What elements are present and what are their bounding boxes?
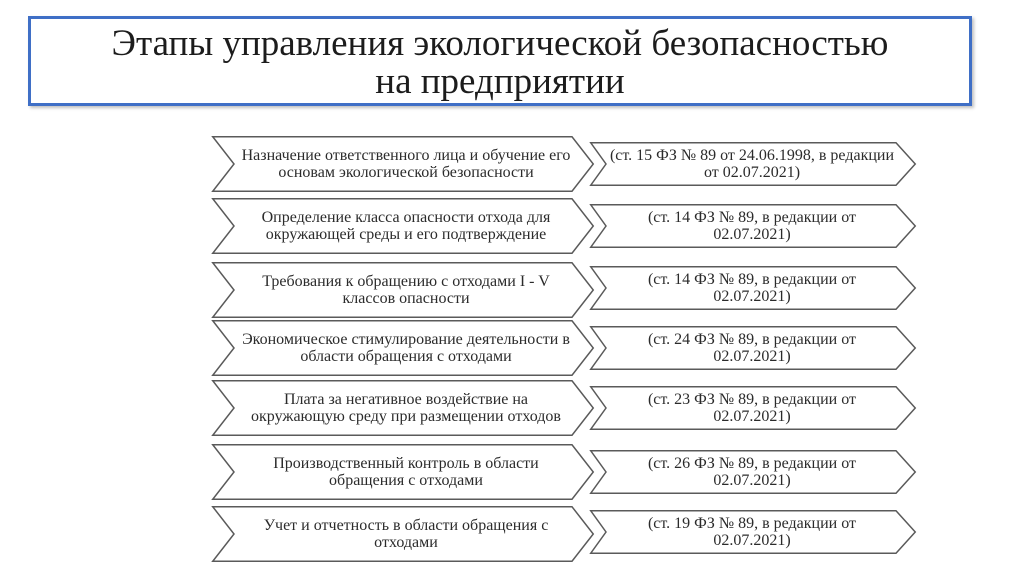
law-reference-chevron: [590, 326, 916, 370]
law-reference-chevron: [590, 142, 916, 186]
law-reference-chevron-text: (ст. 26 ФЗ № 89, в редакции от 02.07.2021): [647, 455, 857, 489]
law-reference-chevron: [590, 204, 916, 248]
law-reference-chevron-text: (ст. 19 ФЗ № 89, в редакции от 02.07.2021): [647, 515, 857, 549]
stage-chevron: [212, 506, 594, 562]
stage-chevron: [212, 380, 594, 436]
stage-chevron-text: Учет и отчетность в области обращения с отходами: [263, 517, 549, 551]
law-reference-chevron-text: (ст. 14 ФЗ № 89, в редакции от 02.07.2021): [647, 271, 857, 305]
law-reference-chevron-text: (ст. 24 ФЗ № 89, в редакции от 02.07.2021): [647, 331, 857, 365]
stage-chevron: [212, 262, 594, 318]
stage-chevron-text: Назначение ответственного лица и обучение его основам экологической безопасности: [241, 147, 571, 181]
law-reference-chevron: [590, 386, 916, 430]
stage-chevron: [212, 444, 594, 500]
stage-chevron-text: Производственный контроль в области обращения с отходами: [273, 455, 539, 489]
law-reference-chevron: [590, 450, 916, 494]
stage-chevron-text: Плата за негативное воздействие на окружающую среду при размещении отходов: [251, 391, 561, 425]
slide-title-line-1: Этапы управления экологической безопасностью: [111, 23, 889, 64]
law-reference-chevron: [590, 266, 916, 310]
stage-chevron: [212, 136, 594, 192]
stage-chevron-text: Определение класса опасности отхода для окружающей среды и его подтверждение: [261, 209, 551, 243]
stage-chevron: [212, 320, 594, 376]
law-reference-chevron-text: (ст. 23 ФЗ № 89, в редакции от 02.07.2021): [647, 391, 857, 425]
law-reference-chevron-text: (ст. 14 ФЗ № 89, в редакции от 02.07.2021): [647, 209, 857, 243]
stage-chevron-text: Экономическое стимулирование деятельности в области обращения с отходами: [242, 331, 570, 365]
stage-chevron-text: Требования к обращению с отходами I - V классов опасности: [262, 273, 550, 307]
law-reference-chevron-text: (ст. 15 ФЗ № 89 от 24.06.1998, в редакции от 02.07.2021): [609, 147, 895, 181]
stage-chevron: [212, 198, 594, 254]
slide-title-line-2: на предприятии: [375, 61, 625, 102]
law-reference-chevron: [590, 510, 916, 554]
